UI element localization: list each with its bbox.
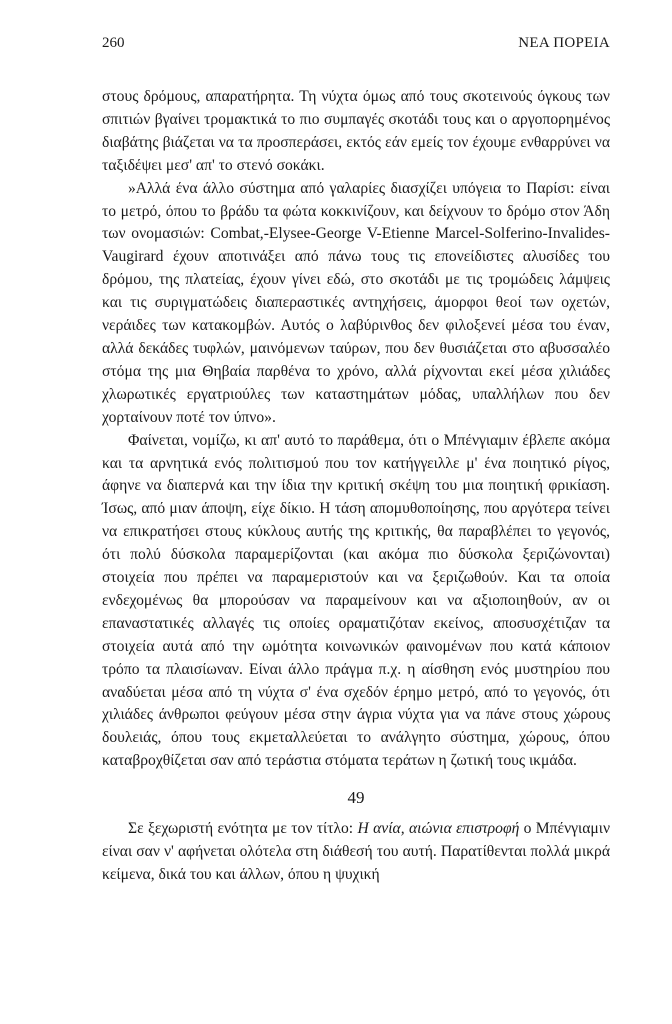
running-head — [102, 33, 610, 53]
section-number: 49 — [347, 788, 365, 808]
body-text — [102, 86, 610, 887]
journal-title: ΝΕΑ ΠΟΡΕΙΑ — [518, 35, 610, 51]
intro-continuation: ο Μπένγιαμιν είναι σαν ν' αφήνεται ολότελα στη διάθεσή του αυτή. Παρατίθενται πολλά μικρά κείμενα, δικά του και άλλων, όπου η ψυχική — [102, 820, 610, 883]
paragraph-commentary: Φαίνεται, νομίζω, κι απ' αυτό το παράθεμα, ότι ο Μπένγιαμιν έβλεπε ακόμα και τα αρνητικά ενός πολιτισμού που τον κατήγγειλλε μ' ένα ποιητικό ρίγος, άφηνε να διαπερνά και την ίδια την κριτική σκέψη του μια ποιητική φρικίαση. Ίσως, από μιαν άποψη, είχε δίκιο. Η τάση απομυθοποίησης, που αργότερα τείνει να επικρατήσει στους κύκλους αυτής της κριτικής, θα παραβλέπει το γεγονός, ότι πολύ δύσκολα παραμερίζονται (και ακόμα πιο δύσκολα ξεριζώνονται) στοιχεία που πρέπει να παραμεριστούν και να ξεριζωθούν. Και τα οποία ενδεχομένως θα μπορούσαν να παραμείνουν και να αξιοποιηθούν, αν οι επαναστατικές αλλαγές τις οποίες οραματιζόταν εκείνος, αποσυσχέτιζαν τα στοιχεία αυτά από την ωμότητα κοινωνικών φαινομένων που κατά κάποιον τρόπο τα πλαισίωναν. Είναι άλλο πράγμα π.χ. η αίσθηση ενός μυστηρίου που αναδύεται μέσα από τη νύχτα σ' ένα σχεδόν έρημο μετρό, από το γεγονός, ότι χιλιάδες άνθρωποι φεύγουν μέσα στην άγρια νύχτα για να πάνε στους χώρους δουλειάς, όπου τους εκμεταλλεύεται το ανάλγητο σύστημα, χώρους, όπου καταβροχθίζεται σαν από τεράστια στόματα τεράτων η ζωτική τους ικμάδα. — [102, 431, 610, 770]
section-title-italic: Η ανία, αιώνια επιστροφή — [357, 820, 520, 838]
paragraph-section-intro — [102, 818, 610, 887]
intro-text: Σε ξεχωριστή ενότητα με τον τίτλο: — [128, 820, 358, 838]
paragraph-quotation: »Αλλά ένα άλλο σύστημα από γαλαρίες διασχίζει υπόγεια το Παρίσι: είναι το μετρό, όπου το βράδυ τα φώτα κοκκινίζουν, και δείχνουν το δρόμο στον Άδη των ονομασιών: Combat,-Elysee-George V-Etienne Marcel-Solferino-Invalides-Vaugirard έχουν αποτινάξει από πάνω τους τις επονείδιστες αλυσίδες του δρόμου, της πλατείας, έχουν γίνει εδώ, στο σκοτάδι με τις τρομώδεις λάμψεις και τις συριγματώδεις διαπεραστικές αντηχήσεις, άμορφοι θεοί των οχετών, νεράιδες των κατακομβών. Αυτός ο λαβύρινθος δεν φιλοξενεί μέσα του έναν, αλλά δεκάδες τυφλών, μαινόμενων ταύρων, που δεν θυσιάζεται στο αβυσσαλέο στόμα της μια Θηβαία παρθένα το χρόνο, αλλά ρίχνονται εκεί μέσα χιλιάδες χλωρωτικές εργατριούλες των καταστημάτων μόδας, υπαλλήλων που δεν χορταίνουν ποτέ τον ύπνο». — [102, 179, 610, 426]
paragraph-continuation: στους δρόμους, απαρατήρητα. Τη νύχτα όμως από τους σκοτεινούς όγκους των σπιτιών βγαίνει τρομακτικά το πιο συμπαγές σκοτάδι τους και ο αργοπορημένος διαβάτης βιάζεται να τα προσπεράσει, εκτός εάν εμείς τον έχουμε ενθαρρύνει να ταξιδέψει μεσ' απ' το στενό σοκάκι. — [102, 88, 610, 174]
page-number: 260 — [102, 35, 125, 51]
